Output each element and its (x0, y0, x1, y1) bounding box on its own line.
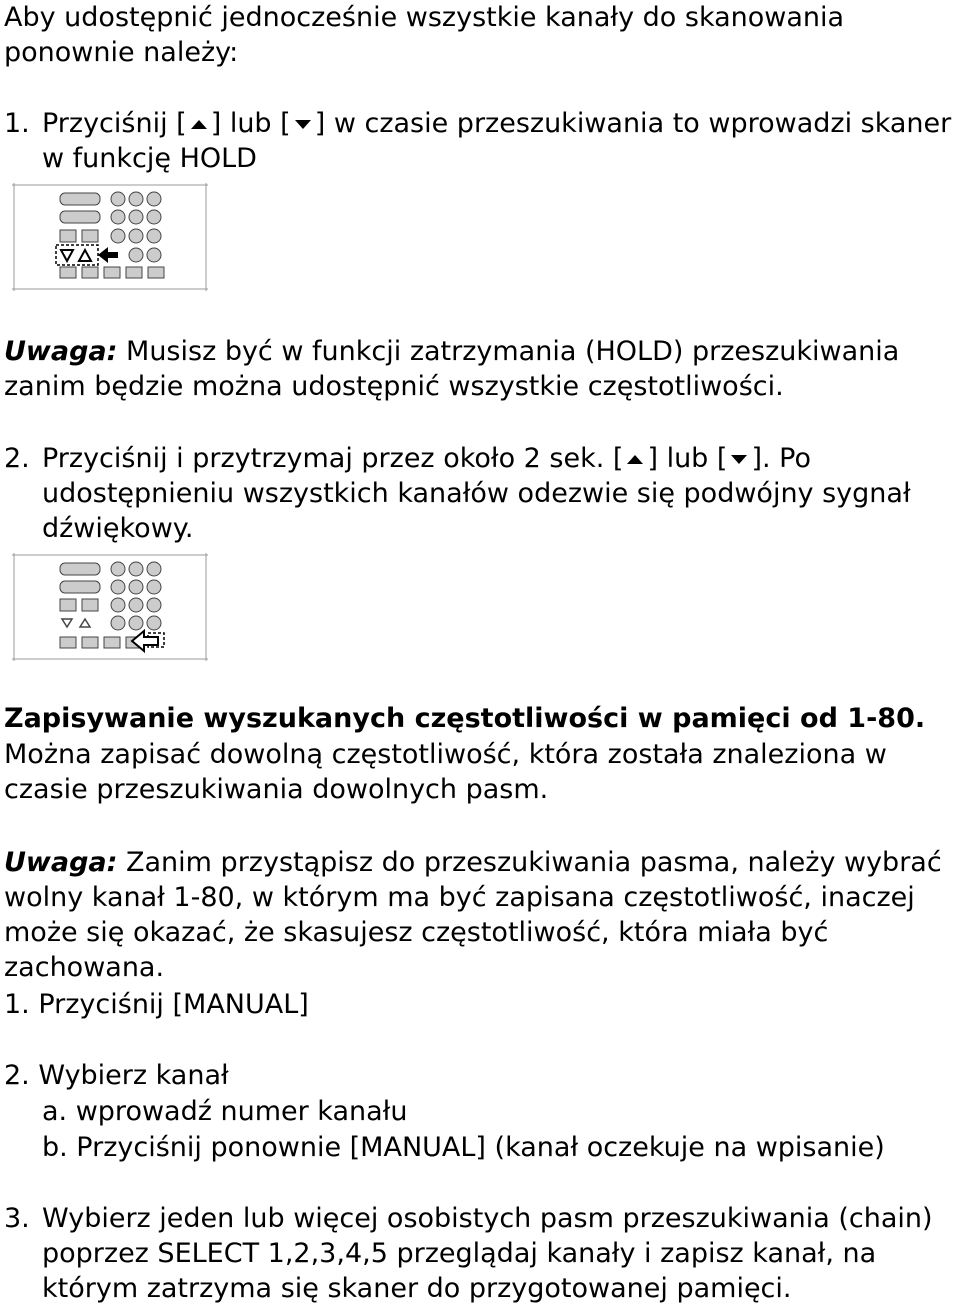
step2-number: 2. (4, 443, 30, 474)
list-step2a: a. wprowadź numer kanału (42, 1096, 408, 1127)
section-paragraph: Można zapisać dowolną częstotliwość, która została znaleziona w czasie przeszukiwania dowolnych pasm. (4, 739, 887, 805)
section-heading: Zapisywanie wyszukanych częstotliwości w pamięci od 1-80. (4, 703, 926, 734)
list-step1: 1. Przyciśnij [MANUAL] (4, 989, 309, 1020)
triangle-up-icon (627, 455, 643, 464)
list-step3-number: 3. (4, 1203, 30, 1234)
triangle-down-icon (295, 120, 311, 129)
list-step2: 2. Wybierz kanał (4, 1060, 229, 1091)
step2-text: Przyciśnij i przytrzymaj przez około 2 sek. [ ] lub [ ]. Po udostępnieniu wszystkich kanałów odezwie się podwójny sygnał dźwiękowy. (42, 443, 911, 544)
note-label: Uwaga: (4, 336, 118, 367)
step1-number: 1. (4, 108, 30, 139)
list-step2b: b. Przyciśnij ponownie [MANUAL] (kanał oczekuje na wpisanie) (42, 1132, 885, 1163)
list-step3-text: Wybierz jeden lub więcej osobistych pasm przeszukiwania (chain) poprzez SELECT 1,2,3,4,5 przeglądaj kanały i zapisz kanał, na którym zatrzyma się skaner do przygotowanej pamięci. (42, 1203, 933, 1304)
keypad-diagram-hold (12, 183, 208, 291)
triangle-down-icon (731, 455, 747, 464)
note2-paragraph: Uwaga: Zanim przystąpisz do przeszukiwania pasma, należy wybrać wolny kanał 1-80, w którym ma być zapisana częstotliwość, inaczej może się okazać, że skasujesz częstotliwość, która miała być zachowana. (4, 847, 942, 983)
note-label: Uwaga: (4, 847, 118, 878)
intro-paragraph: Aby udostępnić jednocześnie wszystkie kanały do skanowania ponownie należy: (4, 2, 845, 68)
note1-paragraph: Uwaga: Musisz być w funkcji zatrzymania (HOLD) przeszukiwania zanim będzie można udostępnić wszystkie częstotliwości. (4, 336, 900, 402)
keypad-diagram-release (12, 553, 208, 661)
triangle-up-icon (191, 120, 207, 129)
step1-text: Przyciśnij [ ] lub [ ] w czasie przeszukiwania to wprowadzi skaner w funkcję HOLD (42, 108, 952, 174)
